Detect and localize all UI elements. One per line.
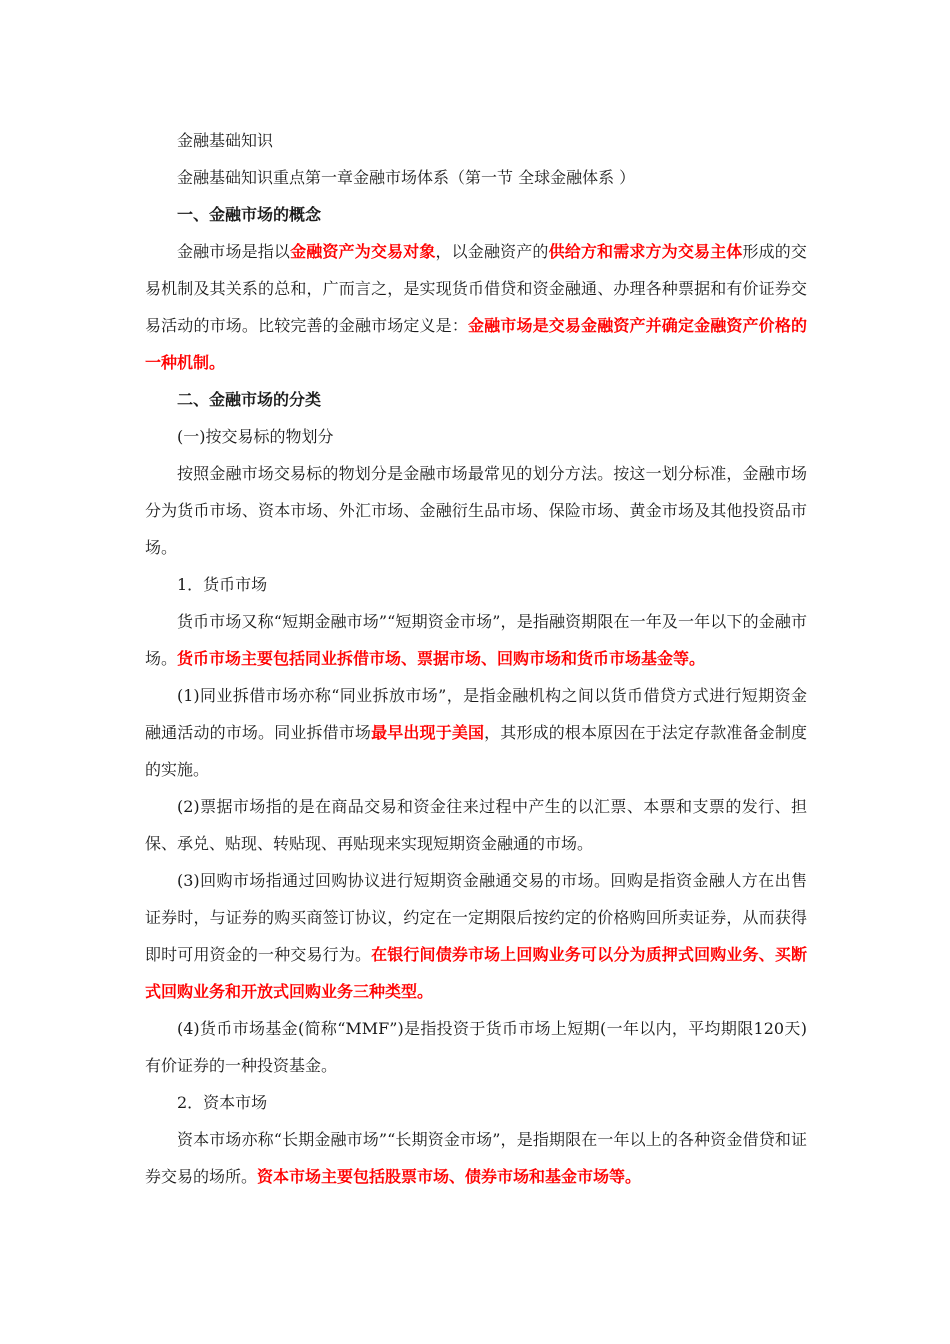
document-body — [145, 122, 807, 1195]
item-1-paragraph-4 — [145, 862, 807, 1010]
section-2-paragraph — [145, 455, 807, 566]
highlight-text: 供给方和需求方为交易主体 — [548, 242, 743, 261]
text-run: ，其形成的根本原因在于法定存款准备金制度的实施。 — [145, 723, 807, 779]
text-run: (4)货币市场基金(简称“MMF”)是指投资于货币市场上短期(一年以内，平均期限120天)有价证券的一种投资基金。 — [145, 1019, 807, 1075]
section-1-paragraph — [145, 233, 807, 381]
section-2-heading-text: 二、金融市场的分类 — [177, 390, 322, 409]
subtitle-text: 金融基础知识重点第一章金融市场体系（第一节 全球金融体系 ） — [177, 168, 636, 187]
highlight-text: 货币市场主要包括同业拆借市场、票据市场、回购市场和货币市场基金等。 — [177, 649, 706, 668]
text-run: 金融市场是指以 — [177, 242, 291, 261]
text-run: 资本市场亦称“长期金融市场”“长期资金市场”，是指期限在一年以上的各种资金借贷和证券交易的场所。 — [145, 1130, 807, 1186]
item-1-paragraph-5 — [145, 1010, 807, 1084]
item-1-paragraph-1 — [145, 603, 807, 677]
item-heading-text: 2．资本市场 — [177, 1093, 268, 1112]
highlight-text: 金融市场是交易金融资产并确定金融资产价格的一种机制。 — [145, 316, 807, 372]
text-run: (2)票据市场指的是在商品交易和资金往来过程中产生的以汇票、本票和支票的发行、担保、承兑、贴现、转贴现、再贴现来实现短期资金融通的市场。 — [145, 797, 807, 853]
highlight-text: 资本市场主要包括股票市场、债券市场和基金市场等。 — [257, 1167, 642, 1186]
text-run: (1)同业拆借市场亦称“同业拆放市场”，是指金融机构之间以货币借贷方式进行短期资金融通活动的市场。同业拆借市场 — [145, 686, 807, 742]
item-1-heading — [145, 566, 807, 603]
document-title — [145, 122, 807, 159]
item-1-paragraph-3 — [145, 788, 807, 862]
item-1-paragraph-2 — [145, 677, 807, 788]
text-run: 形成的交易机制及其关系的总和，广而言之，是实现货币借贷和资金融通、办理各种票据和有价证券交易活动的市场。比较完善的金融市场定义是： — [145, 242, 807, 335]
text-run: 按照金融市场交易标的物划分是金融市场最常见的划分方法。按这一划分标准，金融市场分为货币市场、资本市场、外汇市场、金融衍生品市场、保险市场、黄金市场及其他投资品市场。 — [145, 464, 807, 557]
item-2-paragraph-1 — [145, 1121, 807, 1195]
item-heading-text: 1．货币市场 — [177, 575, 268, 594]
text-run: 货币市场又称“短期金融市场”“短期资金市场”，是指融资期限在一年及一年以下的金融市场。 — [145, 612, 807, 668]
text-run: (3)回购市场指通过回购协议进行短期资金融通交易的市场。回购是指资金融人方在出售证券时，与证券的购买商签订协议，约定在一定期限后按约定的价格购回所卖证券，从而获得即时可用资金的一种交易行为。 — [145, 871, 807, 964]
highlight-text: 金融资产为交易对象 — [290, 242, 436, 261]
subheading-text: (一)按交易标的物划分 — [177, 427, 334, 446]
item-2-heading — [145, 1084, 807, 1121]
title-text: 金融基础知识 — [177, 131, 274, 150]
section-1-heading-text: 一、金融市场的概念 — [177, 205, 322, 224]
document-subtitle — [145, 159, 807, 196]
section-1-heading — [145, 196, 807, 233]
section-2-subheading — [145, 418, 807, 455]
highlight-text: 在银行间债券市场上回购业务可以分为质押式回购业务、买断式回购业务和开放式回购业务三种类型。 — [145, 945, 807, 1001]
text-run: ，以金融资产的 — [435, 242, 549, 261]
section-2-heading — [145, 381, 807, 418]
highlight-text: 最早出现于美国 — [371, 723, 485, 742]
